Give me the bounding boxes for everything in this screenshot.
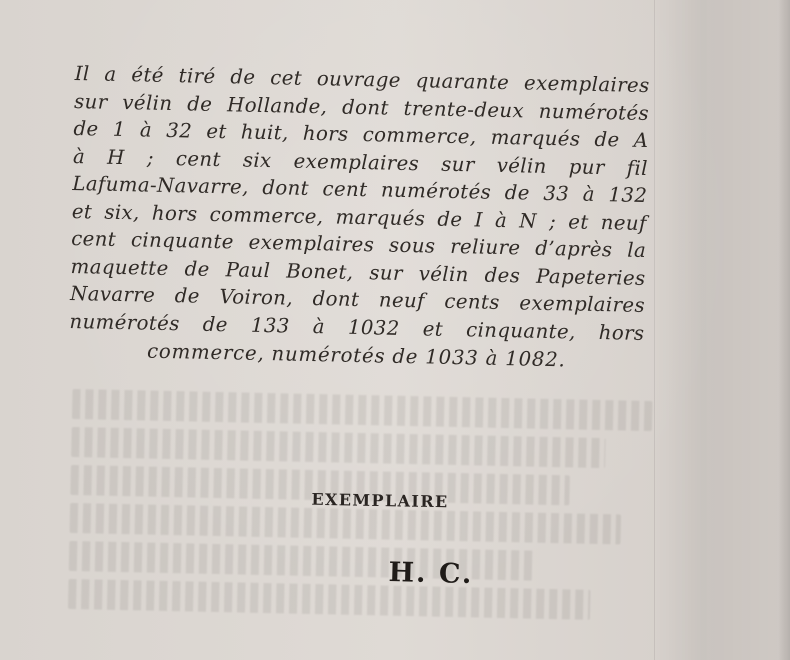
exemplaire-code: H. C. [388, 556, 474, 591]
justification-line: de 1 à 32 et huit, hors commerce, marqués de A [73, 116, 649, 153]
page-edge-shadow [654, 0, 790, 660]
justification-line: cent cinquante exemplaires sous reliure d’après la [71, 226, 647, 263]
justification-line: Lafuma-Navarre, dont cent numérotés de 33 à 132 [72, 171, 648, 208]
justification-du-tirage [69, 60, 650, 375]
justification-line: et six, hors commerce, marqués de I à N ; et neuf [71, 199, 647, 235]
exemplaire-label: EXEMPLAIRE [311, 489, 449, 512]
page-edge [778, 0, 790, 660]
justification-line: à H ; cent six exemplaires sur vélin pur fil [72, 144, 649, 180]
justification-line: Navarre de Voiron, dont neuf cents exemplaires [69, 281, 646, 317]
justification-line: commerce, numérotés de 1033 à 1082. [146, 339, 566, 372]
justification-line: numérotés de 133 à 1032 et cinquante, hors [69, 309, 645, 345]
bleed-through-text [68, 389, 653, 641]
justification-line: Il a été tiré de cet ouvrage quarante exemplaires [74, 61, 650, 98]
justification-line: maquette de Paul Bonet, sur vélin des Papeteries [70, 254, 646, 290]
justification-line: sur vélin de Hollande, dont trente-deux numérotés [73, 89, 650, 125]
